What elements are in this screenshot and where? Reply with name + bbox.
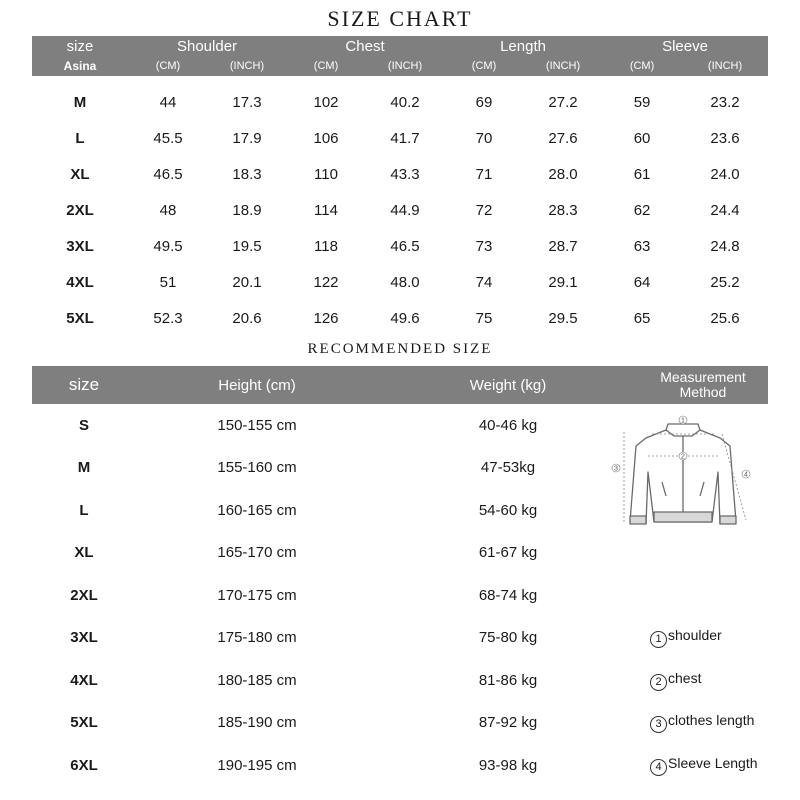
cell: 61: [633, 165, 651, 183]
cell: 18.3: [232, 165, 262, 183]
table-row: [32, 120, 768, 156]
cell: 43.3: [390, 165, 420, 183]
table-row: [32, 76, 768, 120]
cell: 126: [313, 309, 339, 327]
cell: 18.9: [232, 201, 262, 219]
height-cell: 185-190 cm: [217, 714, 297, 732]
marker-2: 2: [681, 453, 685, 461]
number-circle: 3: [650, 716, 667, 733]
jacket-outline: [630, 424, 736, 524]
header-method-line1: Measurement: [660, 369, 746, 385]
cell: 69: [475, 93, 493, 111]
note-text: clothes length: [668, 712, 755, 729]
recommended-header-row: [32, 366, 768, 404]
header-weight: Weight (kg): [378, 366, 638, 404]
cell: 70: [475, 129, 493, 147]
cell: 24.8: [710, 237, 740, 255]
method-cell: [638, 574, 768, 617]
cell: 44.9: [390, 201, 420, 219]
table-row: [32, 264, 768, 300]
height-cell: 170-175 cm: [217, 586, 297, 604]
marker-3: 3: [614, 465, 618, 473]
cell: 23.6: [710, 129, 740, 147]
cell: 17.9: [232, 129, 262, 147]
weight-cell: 54-60 kg: [478, 501, 538, 519]
size-label: 2XL: [66, 201, 94, 219]
table-row: [32, 659, 768, 702]
cell: 51: [159, 273, 177, 291]
note-text: chest: [668, 669, 702, 686]
weight-cell: 75-80 kg: [478, 629, 538, 647]
cell: 60: [633, 129, 651, 147]
header-measurement-method: [638, 366, 768, 404]
height-cell: 155-160 cm: [217, 459, 297, 477]
table-row: [32, 574, 768, 617]
unit-inch: (INCH): [524, 56, 602, 76]
marker-4: 4: [744, 471, 748, 479]
cell: 27.6: [548, 129, 578, 147]
height-cell: 190-195 cm: [217, 756, 297, 774]
header-length: Length: [444, 36, 602, 56]
size-label: 4XL: [70, 671, 98, 689]
cell: 49.6: [390, 309, 420, 327]
cell: 24.0: [710, 165, 740, 183]
cell: 48.0: [390, 273, 420, 291]
size-label: M: [73, 93, 87, 111]
size-label: 3XL: [70, 629, 98, 647]
weight-cell: 68-74 kg: [478, 586, 538, 604]
cell: 63: [633, 237, 651, 255]
table-row: [32, 156, 768, 192]
size-label: M: [77, 459, 91, 477]
cell: 46.5: [153, 165, 183, 183]
note-text: Sleeve Length: [668, 754, 758, 771]
cell: 106: [313, 129, 339, 147]
cell: 49.5: [153, 237, 183, 255]
header-asina: Asina: [32, 56, 128, 76]
size-label: 3XL: [66, 237, 94, 255]
height-cell: 175-180 cm: [217, 629, 297, 647]
number-circle: 1: [650, 631, 667, 648]
header-method-line2: Method: [679, 384, 727, 400]
cell: 40.2: [390, 93, 420, 111]
size-label: 5XL: [70, 714, 98, 732]
size-chart-title: SIZE CHART: [327, 6, 473, 31]
unit-cm: (CM): [602, 56, 682, 76]
weight-cell: 81-86 kg: [478, 671, 538, 689]
cell: 23.2: [710, 93, 740, 111]
cell: 41.7: [390, 129, 420, 147]
table-row: [32, 744, 768, 787]
size-label: XL: [70, 165, 90, 183]
cell: 45.5: [153, 129, 183, 147]
recommended-size-title: RECOMMENDED SIZE: [307, 341, 493, 357]
height-cell: 165-170 cm: [217, 544, 297, 562]
cell: 62: [633, 201, 651, 219]
unit-cm: (CM): [128, 56, 208, 76]
cell: 24.4: [710, 201, 740, 219]
unit-cm: (CM): [444, 56, 524, 76]
cell: 102: [313, 93, 339, 111]
weight-cell: 87-92 kg: [478, 714, 538, 732]
weight-cell: 93-98 kg: [478, 756, 538, 774]
cell: 19.5: [232, 237, 262, 255]
size-label: L: [79, 501, 89, 519]
measure-note-chest: [638, 659, 768, 702]
cell: 72: [475, 201, 493, 219]
cell: 59: [633, 93, 651, 111]
cell: 25.6: [710, 309, 740, 327]
table-row: [32, 702, 768, 745]
cell: 75: [475, 309, 493, 327]
number-circle: 2: [650, 674, 667, 691]
size-label: L: [75, 129, 85, 147]
cell: 118: [314, 237, 338, 255]
height-cell: 180-185 cm: [217, 671, 297, 689]
size-chart-unit-row: [32, 56, 768, 76]
weight-cell: 40-46 kg: [478, 416, 538, 434]
cell: 122: [313, 273, 339, 291]
cell: 29.1: [548, 273, 578, 291]
number-circle: 4: [650, 759, 667, 776]
cell: 28.7: [548, 237, 578, 255]
size-label: 4XL: [66, 273, 94, 291]
cell: 46.5: [390, 237, 420, 255]
cell: 110: [314, 165, 338, 183]
header-sleeve: Sleeve: [602, 36, 768, 56]
cell: 27.2: [548, 93, 578, 111]
cell: 74: [475, 273, 493, 291]
cell: 25.2: [710, 273, 740, 291]
cell: 28.3: [548, 201, 578, 219]
measure-note-sleeve-length: [638, 744, 768, 787]
header-size: size: [32, 36, 128, 56]
weight-cell: 47-53kg: [480, 459, 536, 477]
cell: 29.5: [548, 309, 578, 327]
note-text: shoulder: [668, 627, 722, 644]
size-label: S: [78, 416, 89, 434]
weight-cell: 61-67 kg: [478, 544, 538, 562]
measure-note-shoulder: [638, 617, 768, 660]
table-row: [32, 617, 768, 660]
cell: 48: [159, 201, 177, 219]
unit-inch: (INCH): [208, 56, 286, 76]
cell: 20.1: [232, 273, 262, 291]
height-cell: 160-165 cm: [217, 501, 297, 519]
cell: 20.6: [232, 309, 262, 327]
height-cell: 150-155 cm: [217, 416, 297, 434]
size-chart-header-row: [32, 36, 768, 56]
cell: 52.3: [153, 309, 183, 327]
header-size: size: [32, 366, 136, 404]
cell: 64: [633, 273, 651, 291]
measure-note-clothes-length: [638, 702, 768, 745]
header-height: Height (cm): [136, 366, 378, 404]
size-label: 5XL: [66, 309, 94, 327]
unit-cm: (CM): [286, 56, 366, 76]
size-label: 6XL: [70, 756, 98, 774]
cell: 44: [159, 93, 177, 111]
size-label: 2XL: [70, 586, 98, 604]
header-shoulder: Shoulder: [128, 36, 286, 56]
table-row: [32, 300, 768, 336]
cell: 73: [475, 237, 493, 255]
cell: 71: [475, 165, 493, 183]
unit-inch: (INCH): [366, 56, 444, 76]
marker-1: 1: [681, 417, 685, 425]
size-label: XL: [74, 544, 94, 562]
cell: 65: [633, 309, 651, 327]
table-row: [32, 228, 768, 264]
cell: 114: [314, 201, 338, 219]
table-row: [32, 192, 768, 228]
unit-inch: (INCH): [682, 56, 768, 76]
header-chest: Chest: [286, 36, 444, 56]
cell: 17.3: [232, 93, 262, 111]
cell: 28.0: [548, 165, 578, 183]
jacket-measurement-diagram: [596, 412, 768, 538]
size-chart-table: [32, 36, 768, 336]
